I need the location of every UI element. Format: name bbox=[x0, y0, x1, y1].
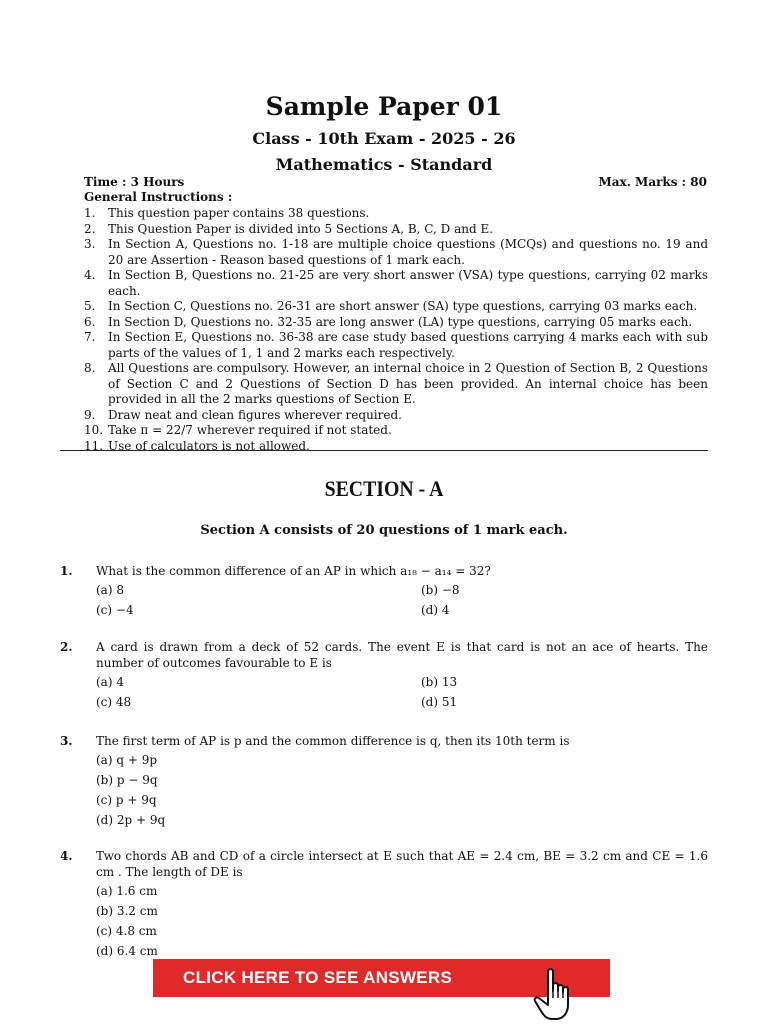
instruction-item bbox=[84, 408, 708, 424]
option-c: (c) 4.8 cm bbox=[96, 924, 157, 938]
question-number: 1. bbox=[60, 564, 73, 578]
instruction-text: In Section E, Questions no. 36-38 are case study based questions carrying 4 marks each with sub parts of the values of 1, 1 and 2 marks each respectively. bbox=[108, 330, 708, 360]
question-3 bbox=[60, 733, 708, 832]
option-a: (a) 4 bbox=[96, 675, 124, 689]
option-b: (b) −8 bbox=[421, 583, 460, 597]
instruction-number: 6. bbox=[84, 314, 96, 329]
instruction-item bbox=[84, 222, 708, 238]
instruction-item bbox=[84, 237, 708, 268]
page-title: Sample Paper 01 bbox=[265, 92, 503, 121]
instruction-number: 5. bbox=[84, 299, 96, 313]
instruction-number: 2. bbox=[84, 221, 96, 236]
instructions-list bbox=[84, 206, 708, 454]
options bbox=[96, 674, 708, 710]
option-d: (d) 6.4 cm bbox=[96, 944, 158, 958]
option-a: (a) 8 bbox=[96, 583, 124, 597]
instruction-item bbox=[84, 206, 708, 222]
class-line: Class - 10th Exam - 2025 - 26 bbox=[252, 129, 516, 148]
instruction-text: In Section A, Questions no. 1-18 are multiple choice questions (MCQs) and questions no. 19 and 20 are Assertion - Reason based questions of 1 mark each. bbox=[108, 237, 708, 267]
instruction-item bbox=[84, 439, 708, 455]
option-c: (c) 48 bbox=[96, 695, 132, 709]
option-d: (d) 4 bbox=[421, 603, 450, 617]
instruction-number: 4. bbox=[84, 268, 96, 282]
question-number: 4. bbox=[60, 849, 73, 863]
instruction-item bbox=[84, 299, 708, 315]
instruction-text: This question paper contains 38 questions. bbox=[108, 206, 370, 220]
options bbox=[96, 582, 708, 618]
option-b: (b) p − 9q bbox=[96, 773, 158, 787]
instruction-number: 3. bbox=[84, 237, 96, 251]
option-a: (a) q + 9p bbox=[96, 753, 158, 767]
max-marks-label: Max. Marks : 80 bbox=[598, 175, 707, 189]
question-number: 2. bbox=[60, 640, 73, 654]
question-text: Two chords AB and CD of a circle intersect at E such that AE = 2.4 cm, BE = 3.2 cm and CE = 1.6 cm . The length of DE is bbox=[96, 849, 708, 879]
instruction-text: Use of calculators is not allowed. bbox=[108, 438, 310, 453]
options bbox=[96, 752, 708, 828]
general-instructions-label: General Instructions : bbox=[84, 190, 233, 204]
question-number: 3. bbox=[60, 734, 73, 748]
instruction-number: 8. bbox=[84, 361, 96, 375]
question-text: What is the common difference of an AP in which a₁₈ − a₁₄ = 32? bbox=[96, 564, 491, 578]
instruction-item bbox=[84, 361, 708, 408]
pointing-hand-icon bbox=[532, 967, 580, 1023]
question-4 bbox=[60, 848, 708, 963]
section-title: SECTION - A bbox=[324, 476, 444, 501]
instruction-text: In Section D, Questions no. 32-35 are long answer (LA) type questions, carrying 05 marks each. bbox=[108, 314, 693, 329]
question-1 bbox=[60, 563, 708, 618]
option-d: (d) 51 bbox=[421, 695, 458, 709]
instruction-text: This Question Paper is divided into 5 Sections A, B, C, D and E. bbox=[108, 221, 494, 236]
instruction-item bbox=[84, 423, 708, 439]
instruction-number: 9. bbox=[84, 407, 96, 422]
option-c: (c) −4 bbox=[96, 603, 134, 617]
subject-line: Mathematics - Standard bbox=[275, 155, 493, 174]
option-b: (b) 13 bbox=[421, 675, 458, 689]
instruction-text: All Questions are compulsory. However, an internal choice in 2 Question of Section B, 2 Questions of Section C and 2 Questions of Section D has been provided. An internal choice has been provided in all the 2 marks questions of Section E. bbox=[108, 361, 708, 406]
time-label: Time : 3 Hours bbox=[84, 175, 185, 189]
question-text: A card is drawn from a deck of 52 cards. The event E is that card is not an ace of hearts. The number of outcomes favourable to E is bbox=[96, 640, 708, 670]
option-b: (b) 3.2 cm bbox=[96, 904, 158, 918]
see-answers-label: CLICK HERE TO SEE ANSWERS bbox=[183, 968, 453, 987]
options bbox=[96, 883, 708, 959]
instruction-text: In Section B, Questions no. 21-25 are very short answer (VSA) type questions, carrying 02 marks each. bbox=[108, 268, 708, 298]
instruction-item bbox=[84, 268, 708, 299]
section-divider bbox=[60, 450, 708, 451]
instruction-number: 10. bbox=[84, 423, 104, 437]
section-description: Section A consists of 20 questions of 1 mark each. bbox=[200, 523, 568, 538]
question-2 bbox=[60, 639, 708, 710]
instruction-text: Take π = 22/7 wherever required if not stated. bbox=[108, 423, 392, 437]
instruction-item bbox=[84, 315, 708, 331]
option-a: (a) 1.6 cm bbox=[96, 884, 158, 898]
instruction-number: 7. bbox=[84, 330, 96, 344]
option-c: (c) p + 9q bbox=[96, 793, 157, 807]
instruction-number: 11. bbox=[84, 438, 104, 453]
instruction-text: Draw neat and clean figures wherever required. bbox=[108, 407, 402, 422]
instruction-item bbox=[84, 330, 708, 361]
option-d: (d) 2p + 9q bbox=[96, 813, 166, 827]
question-text: The first term of AP is p and the common difference is q, then its 10th term is bbox=[96, 734, 570, 748]
instruction-number: 1. bbox=[84, 206, 96, 220]
instruction-text: In Section C, Questions no. 26-31 are short answer (SA) type questions, carrying 03 marks each. bbox=[108, 299, 698, 313]
